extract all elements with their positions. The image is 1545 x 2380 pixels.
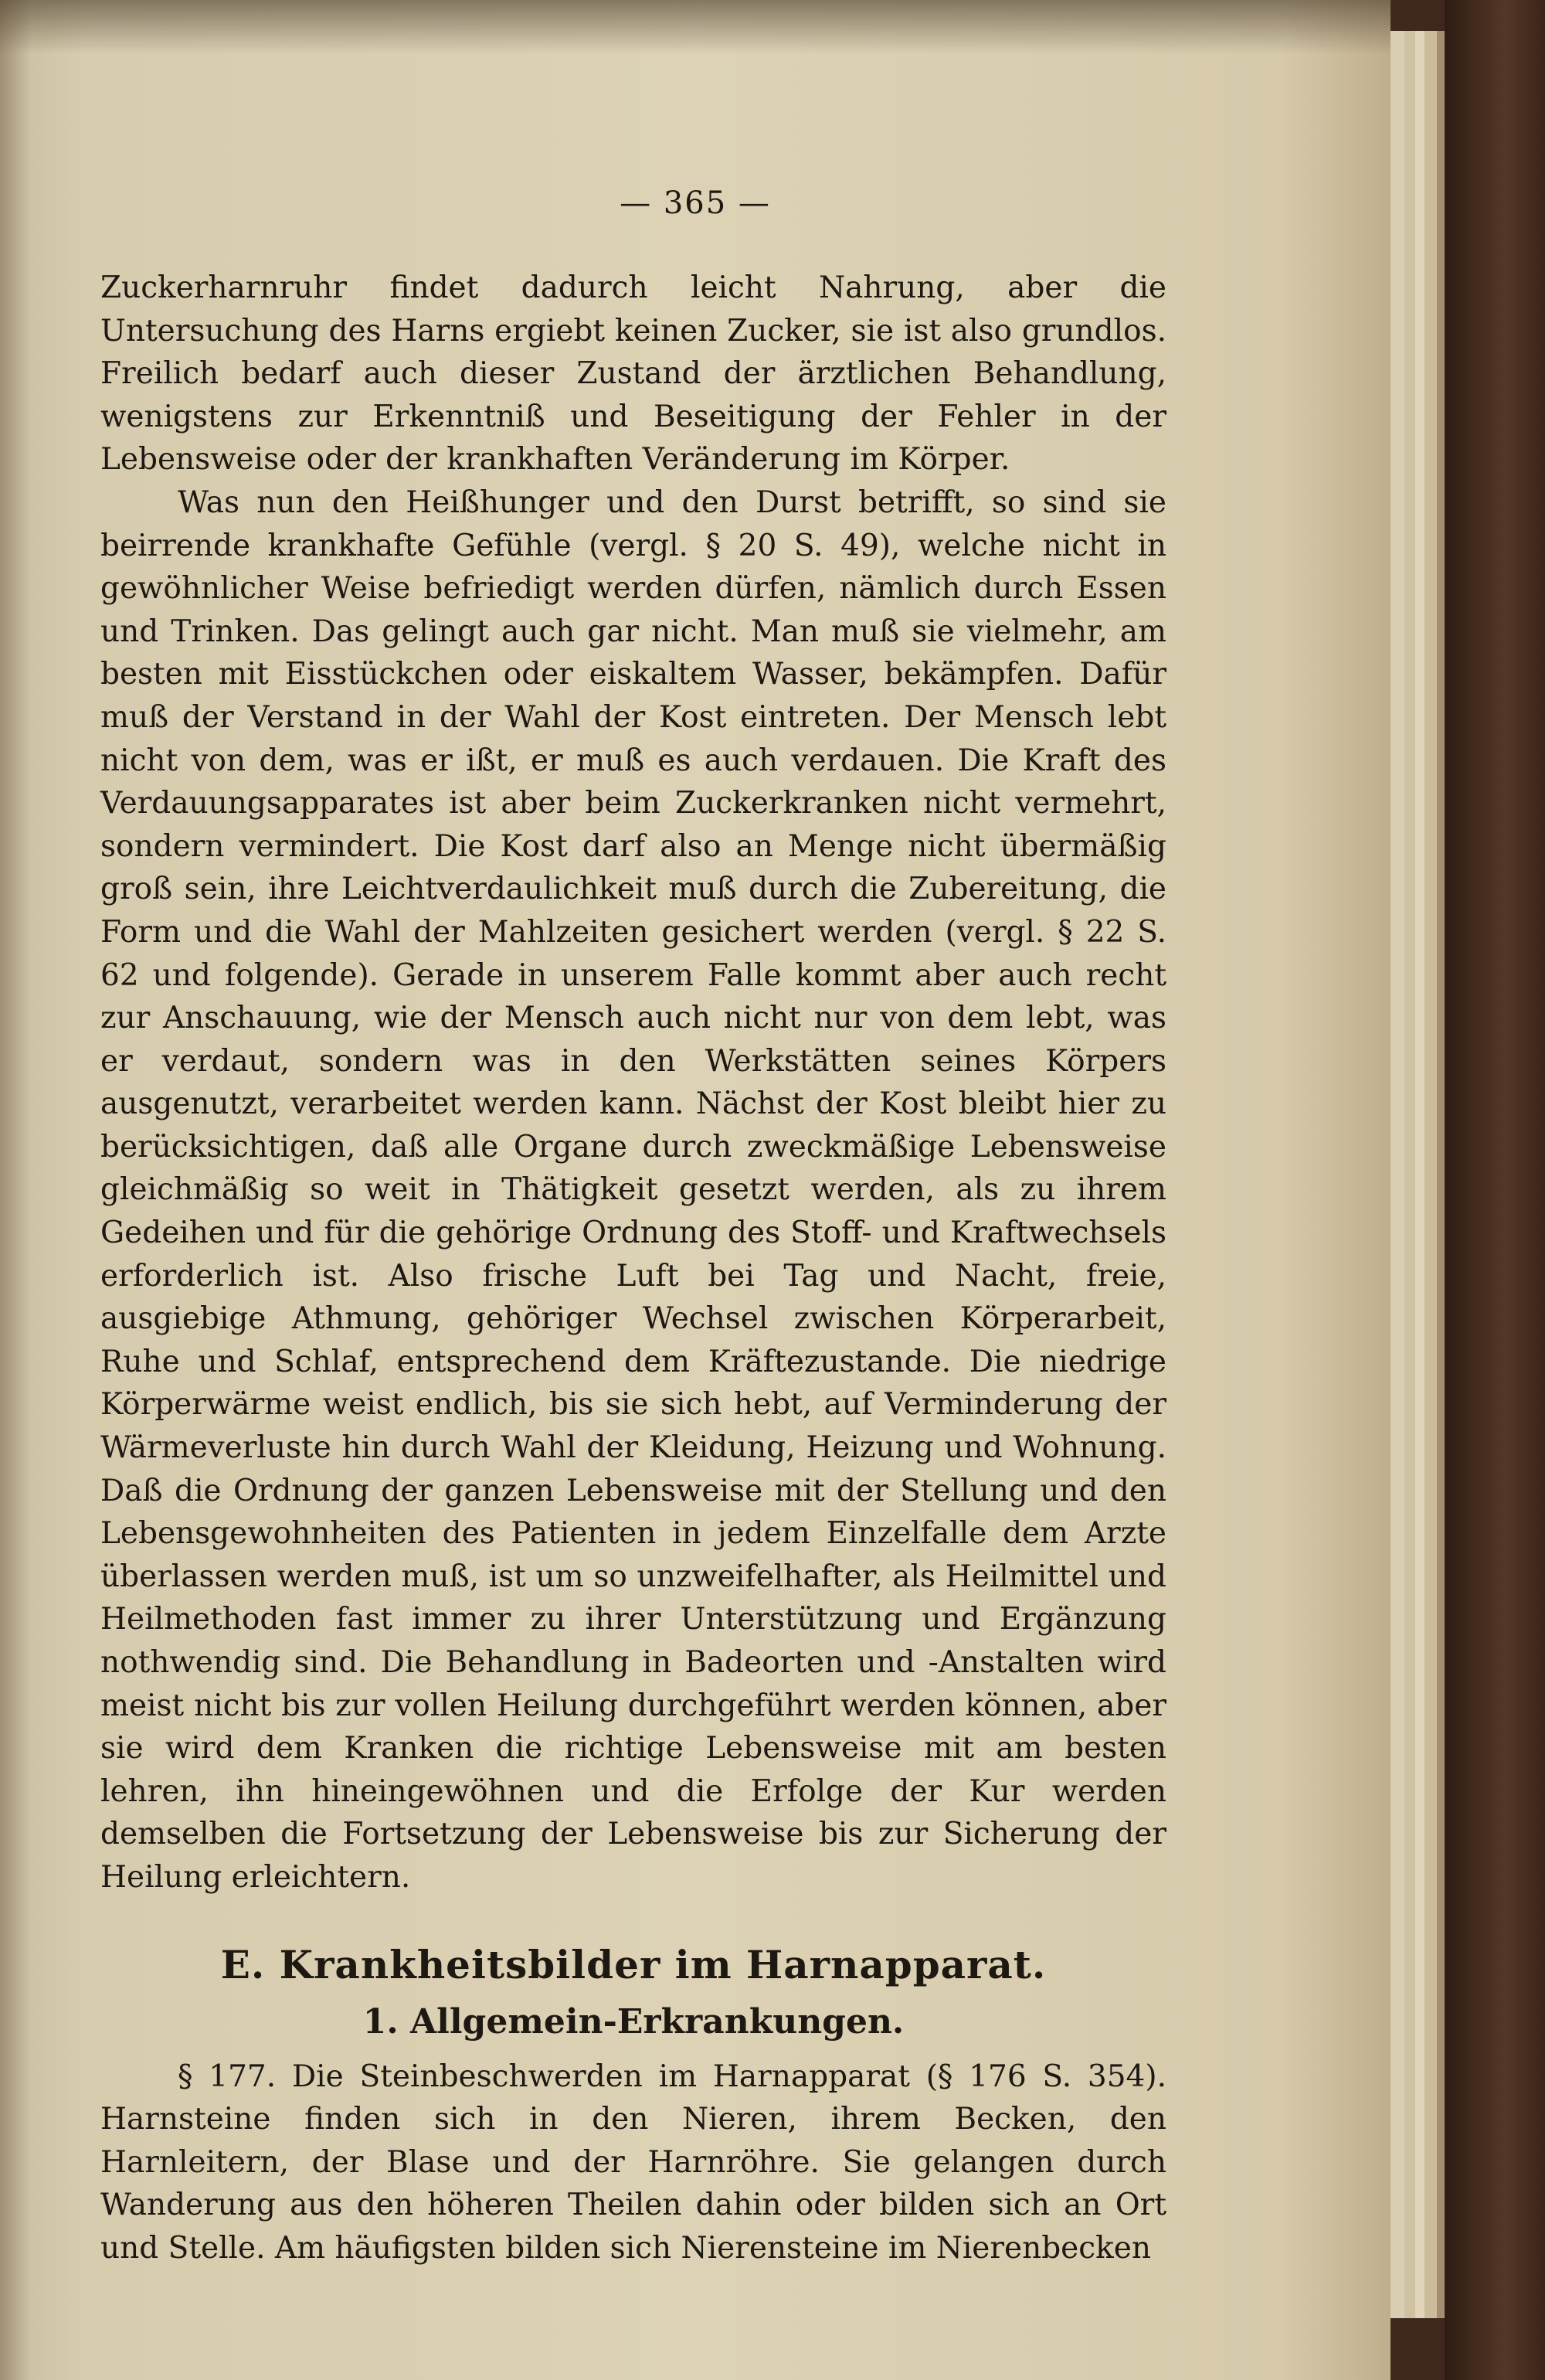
section-title: E. Krankheitsbilder im Harnapparat. xyxy=(220,1941,1047,1987)
page-shadow-top xyxy=(0,0,1390,54)
paragraph-thirst-hunger: Was nun den Heißhunger und den Durst betrifft, so sind sie beirrende krankhafte Gefühle (vergl. § 20 S. 49), welche nicht in gewöhnlicher Weise befriedigt werden dürfen, nämlich durch Essen und Trinken. Das gelingt auch gar nicht. Man muß sie vielmehr, am besten mit Eisstückchen oder eiskaltem Wasser, bekämpfen. Dafür muß der Verstand in der Wahl der Kost eintreten. Der Mensch lebt nicht von dem, was er ißt, er muß es auch verdauen. Die Kraft des Verdauungsapparates ist aber beim Zuckerkranken nicht vermehrt, sondern vermindert. Die Kost darf also an Menge nicht übermäßig groß sein, ihre Leichtverdaulichkeit muß durch die Zubereitung, die Form und die Wahl der Mahlzeiten gesichert werden (vergl. § 22 S. 62 und folgende). Gerade in unserem Falle kommt aber auch recht zur Anschauung, wie der Mensch auch nicht nur von dem lebt, was er verdaut, sondern was in den Werkstätten seines Körpers ausgenutzt, verarbeitet werden kann. Nächst der Kost bleibt hier zu berücksichtigen, daß alle Organe durch zweckmäßige Lebensweise gleichmäßig so weit in Thätigkeit gesetzt werden, als zu ihrem Gedeihen und für die gehörige Ordnung des Stoff- und Kraftwechsels erforderlich ist. Also frische Luft bei Tag und Nacht, freie, ausgiebige Athmung, gehöriger Wechsel zwischen Körperarbeit, Ruhe und Schlaf, entsprechend dem Kräftezustande. Die niedrige Körperwärme weist endlich, bis sie sich hebt, auf Verminderung der Wärmeverluste hin durch Wahl der Kleidung, Heizung und Wohnung. Daß die Ordnung der ganzen Lebensweise mit der Stellung und den Lebensgewohnheiten des Patienten in jedem Einzelfalle dem Arzte überlassen werden muß, ist um so unzweifelhafter, als Heilmittel und Heilmethoden fast immer zu ihrer Unterstützung und Ergänzung nothwendig sind. Die Behandlung in Badeorten und -Anstalten wird meist nicht bis zur vollen Heilung durchgeführt werden können, aber sie wird dem Kranken die richtige Lebensweise mit am besten lehren, ihn hineingewöhnen und die Erfolge der Kur werden demselben die Fortsetzung der Lebensweise bis zur Sicherung der Heilung erleichtern. xyxy=(100,484,1166,1895)
paragraph-continuation: Zuckerharnruhr findet dadurch leicht Nahrung, aber die Untersuchung des Harns ergiebt keinen Zucker, sie ist also grundlos. Freilich bedarf auch dieser Zustand der ärztlichen Behandlung, wenigstens zur Erkenntniß und Beseitigung der Fehler in der Lebensweise oder der krankhaften Veränderung im Körper. xyxy=(100,270,1166,478)
page-edge xyxy=(1404,31,1415,2318)
page-number: — 365 — xyxy=(620,185,771,221)
book-spine xyxy=(1445,0,1545,2380)
page-edge xyxy=(1415,31,1424,2318)
page-shadow-left xyxy=(0,0,31,2380)
subsection-title: 1. Allgemein-Erkrankungen. xyxy=(362,2001,905,2042)
page-edge xyxy=(1424,31,1437,2318)
page-edge xyxy=(1390,31,1404,2318)
paragraph-stones: § 177. Die Steinbeschwerden im Harnapparat (§ 176 S. 354). Harnsteine finden sich in den Nieren, ihrem Becken, den Harnleitern, der Blase und der Harnröhre. Sie gelangen durch Wanderung aus den höheren Theilen dahin oder bilden sich an Ort und Stelle. Am häufigsten bilden sich Nierensteine im Nierenbecken xyxy=(100,2059,1166,2266)
page-edge xyxy=(1437,31,1445,2318)
main-text xyxy=(100,267,1166,2270)
